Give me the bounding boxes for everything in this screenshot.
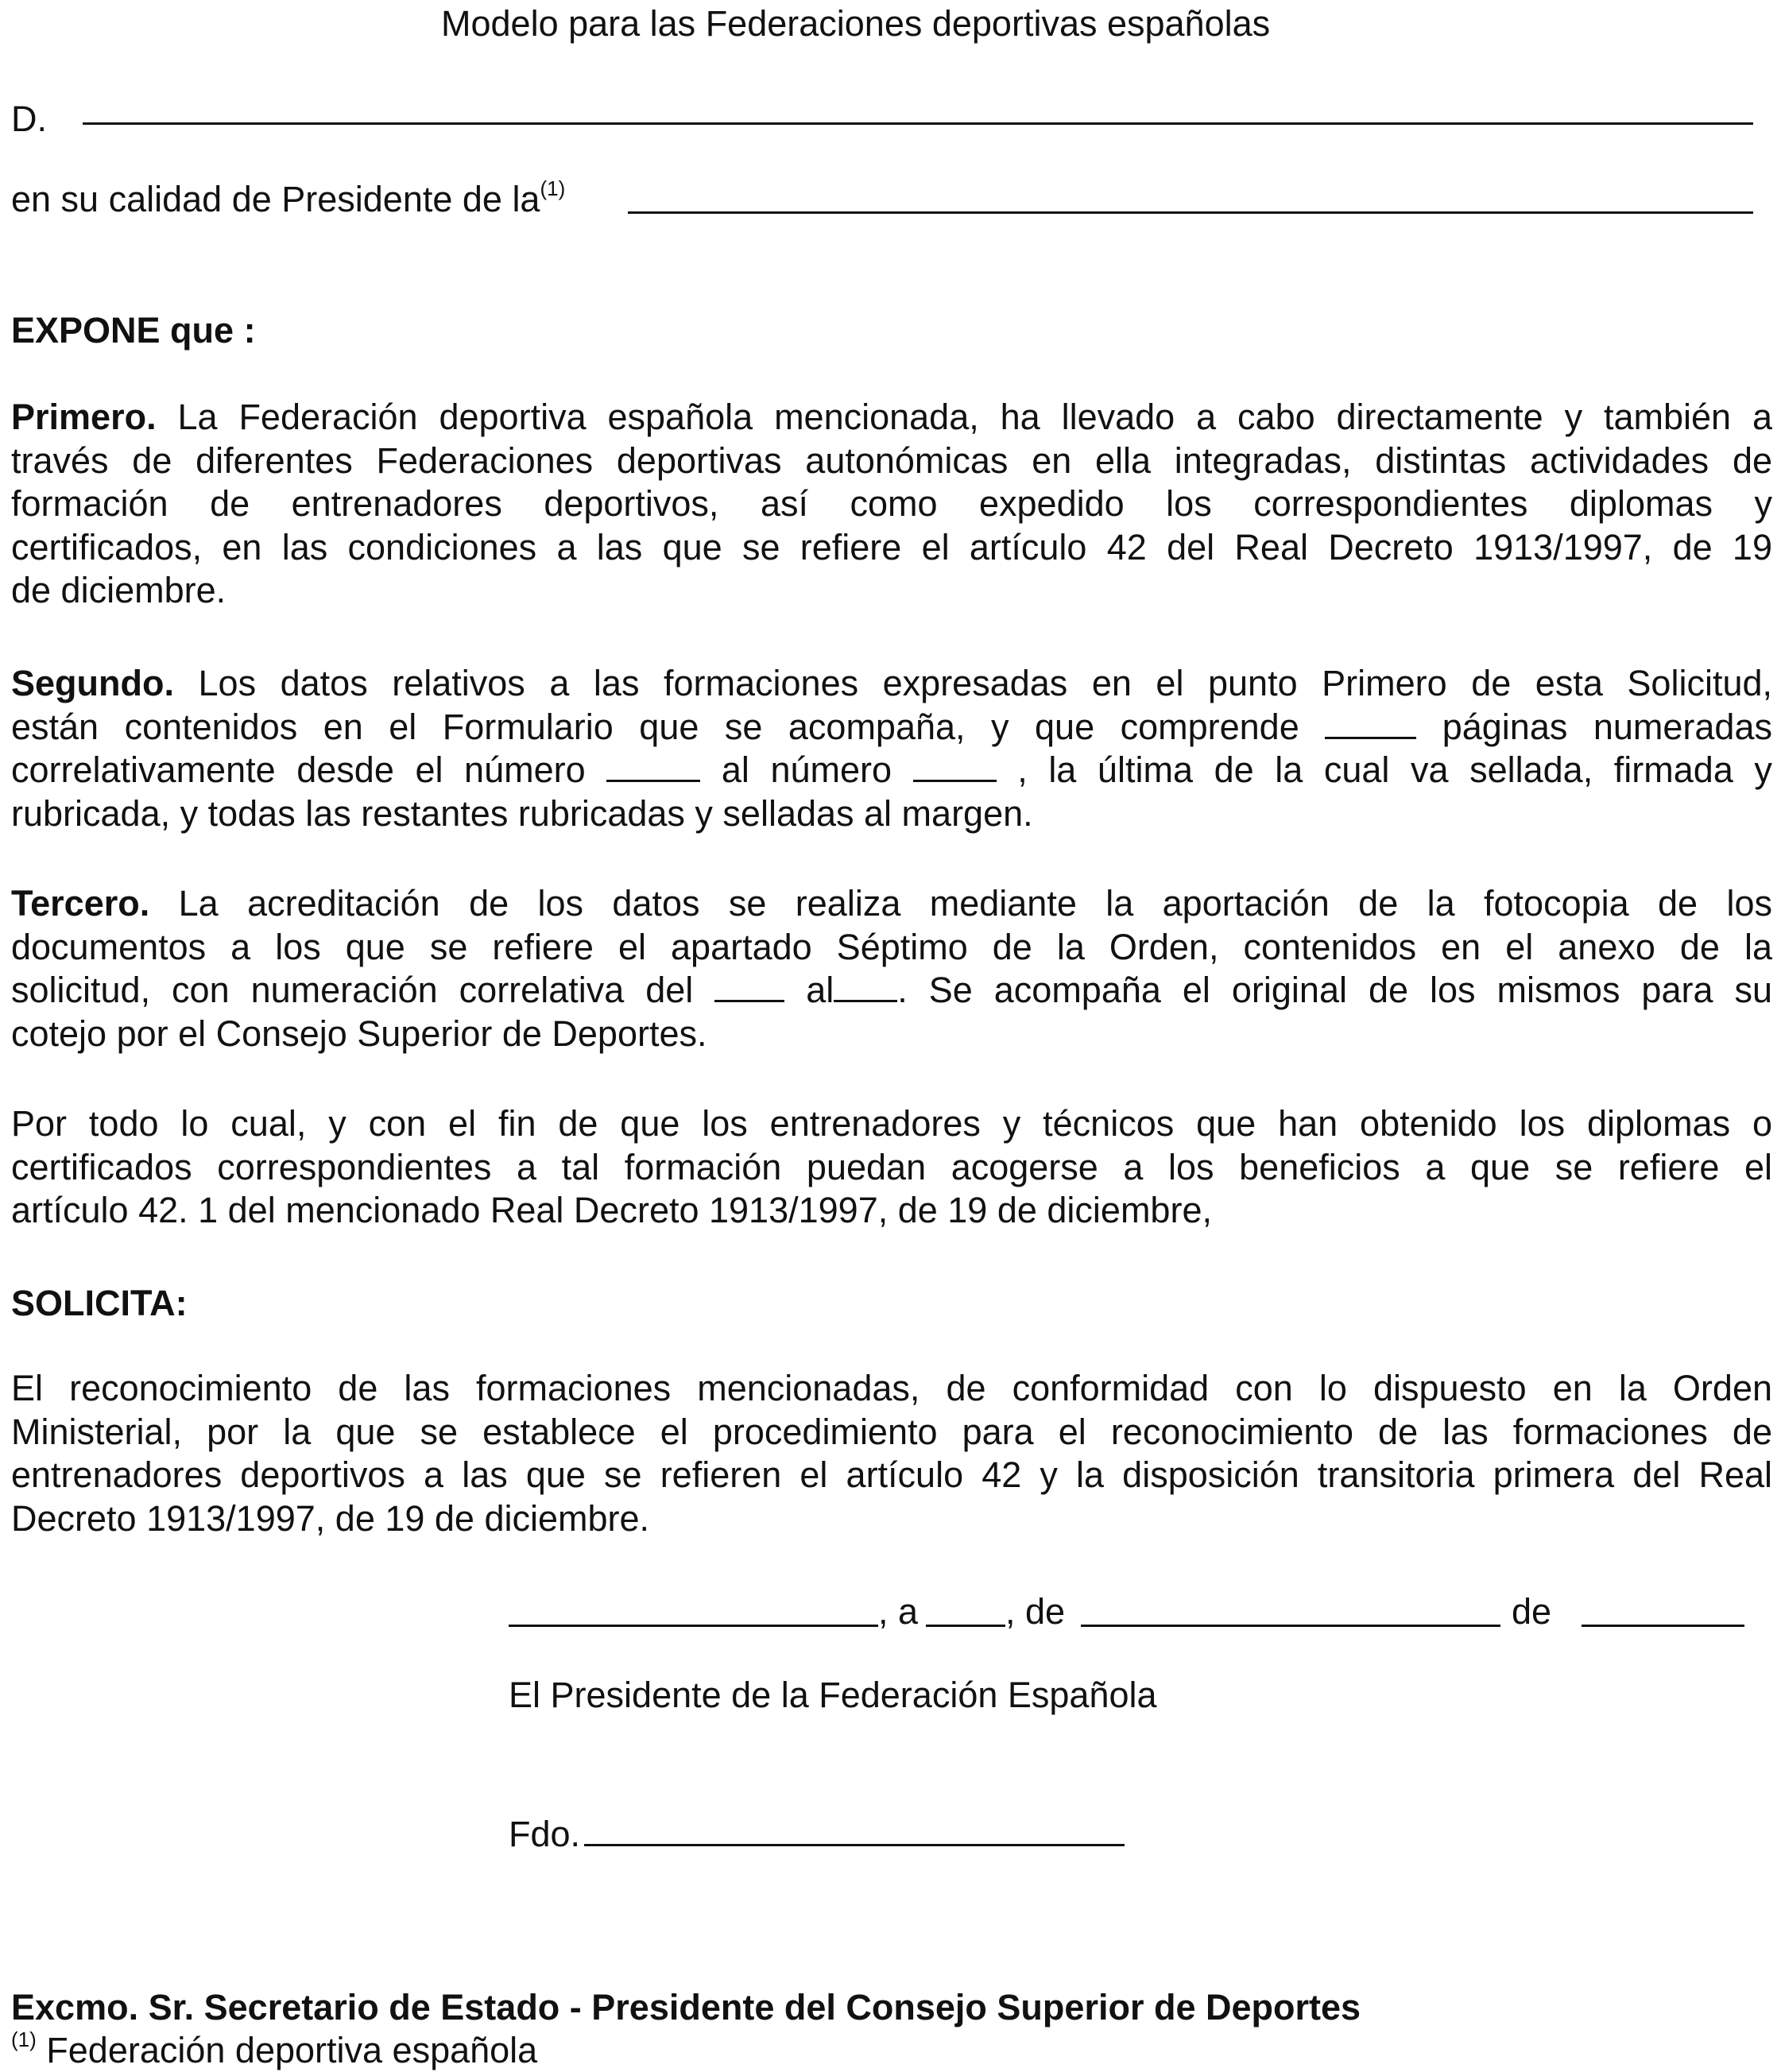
date-text-a: , a xyxy=(878,1591,919,1632)
segundo-line-3c: , la última de la cual va sellada, firmada y xyxy=(1017,749,1772,790)
tercero-line-2: documentos a los que se refiere el apartado Séptimo de la Orden, contenidos en el anexo de la xyxy=(11,926,1772,967)
segundo-line-2a: están contenidos en el Formulario que se acompaña, y que comprende xyxy=(11,706,1299,747)
addressee: Excmo. Sr. Secretario de Estado - Presidente del Consejo Superior de Deportes xyxy=(11,1987,1361,2027)
tercero-line-4: cotejo por el Consejo Superior de Deportes. xyxy=(11,1013,707,1054)
annex-from-field[interactable] xyxy=(714,970,784,1002)
federation-field-line[interactable] xyxy=(628,211,1753,214)
pages-count-field[interactable] xyxy=(1325,707,1416,739)
solicita-line-1: El reconocimiento de las formaciones mencionadas, de conformidad con lo dispuesto en la Orden xyxy=(11,1368,1772,1408)
segundo-line-3a: correlativamente desde el número xyxy=(11,749,586,790)
solicita-line-3: entrenadores deportivos a las que se refieren el artículo 42 y la disposición transitoria primera del Real xyxy=(11,1454,1772,1495)
to-number-field[interactable] xyxy=(913,749,997,782)
tercero-label: Tercero. xyxy=(11,883,150,924)
month-field-line[interactable] xyxy=(1081,1625,1500,1627)
name-field-line[interactable] xyxy=(83,122,1753,125)
footnote-mark: (1) xyxy=(540,176,566,200)
date-text-c: de xyxy=(1512,1591,1552,1632)
solicita-line-2: Ministerial, por la que se establece el procedimiento para el reconocimiento de las formaciones de xyxy=(11,1411,1772,1452)
date-text-b: , de xyxy=(1005,1591,1066,1632)
segundo-label: Segundo. xyxy=(11,663,174,703)
fdo-label: Fdo. xyxy=(509,1814,581,1854)
annex-to-field[interactable] xyxy=(834,970,897,1002)
tercero-line-3b: al xyxy=(806,970,834,1010)
tercero-line-1: La acreditación de los datos se realiza mediante la aportación de la fotocopia de los xyxy=(149,883,1772,924)
footnote xyxy=(11,2028,537,2072)
solicita-heading: SOLICITA: xyxy=(11,1283,188,1323)
primero-line-1: La Federación deportiva española mencionada, ha llevado a cabo directamente y también a xyxy=(156,397,1772,437)
president-label: El Presidente de la Federación Española xyxy=(509,1675,1157,1715)
year-field-line[interactable] xyxy=(1582,1625,1744,1627)
conclusion-line-1: Por todo lo cual, y con el fin de que los entrenadores y técnicos que han obtenido los diplomas o xyxy=(11,1103,1772,1144)
segundo-paragraph xyxy=(11,662,1772,835)
tercero-line-3c: . Se acompaña el original de los mismos para su xyxy=(897,970,1772,1010)
calidad-label xyxy=(11,177,565,221)
from-number-field[interactable] xyxy=(606,749,700,782)
day-field-line[interactable] xyxy=(926,1625,1005,1627)
primero-line-4: certificados, en las condiciones a las que se refiere el artículo 42 del Real Decreto 1913/1997, de 19 xyxy=(11,526,1772,567)
segundo-line-1: Los datos relativos a las formaciones expresadas en el punto Primero de esta Solicitud, xyxy=(173,663,1772,703)
solicita-paragraph xyxy=(11,1367,1772,1540)
segundo-line-2b: páginas numeradas xyxy=(1442,706,1772,747)
conclusion-line-2: certificados correspondientes a tal formación puedan acogerse a los beneficios a que se refiere el xyxy=(11,1146,1772,1187)
conclusion-line-3: artículo 42. 1 del mencionado Real Decreto 1913/1997, de 19 de diciembre, xyxy=(11,1190,1212,1230)
place-field-line[interactable] xyxy=(509,1625,878,1627)
tercero-paragraph xyxy=(11,882,1772,1055)
primero-line-3: formación de entrenadores deportivos, así como expedido los correspondientes diplomas y xyxy=(11,483,1772,524)
primero-label: Primero. xyxy=(11,397,157,437)
d-label: D. xyxy=(11,99,47,139)
footnote-text: Federación deportiva española xyxy=(36,2030,538,2070)
form-title: Modelo para las Federaciones deportivas españolas xyxy=(441,3,1271,44)
signature-field-line[interactable] xyxy=(584,1844,1125,1846)
solicita-line-4: Decreto 1913/1997, de 19 de diciembre. xyxy=(11,1497,650,1539)
expone-heading: EXPONE que : xyxy=(11,310,256,350)
footnote-mark-bottom: (1) xyxy=(11,2027,37,2051)
calidad-text: en su calidad de Presidente de la xyxy=(11,179,540,219)
primero-line-2: través de diferentes Federaciones deportivas autonómicas en ella integradas, distintas actividades de xyxy=(11,440,1772,481)
segundo-line-3b: al número xyxy=(721,749,892,790)
conclusion-paragraph xyxy=(11,1102,1772,1233)
segundo-line-4: rubricada, y todas las restantes rubricadas y selladas al margen. xyxy=(11,792,1033,834)
tercero-line-3a: solicitud, con numeración correlativa del xyxy=(11,970,694,1010)
primero-paragraph xyxy=(11,396,1772,613)
primero-line-5: de diciembre. xyxy=(11,570,226,610)
